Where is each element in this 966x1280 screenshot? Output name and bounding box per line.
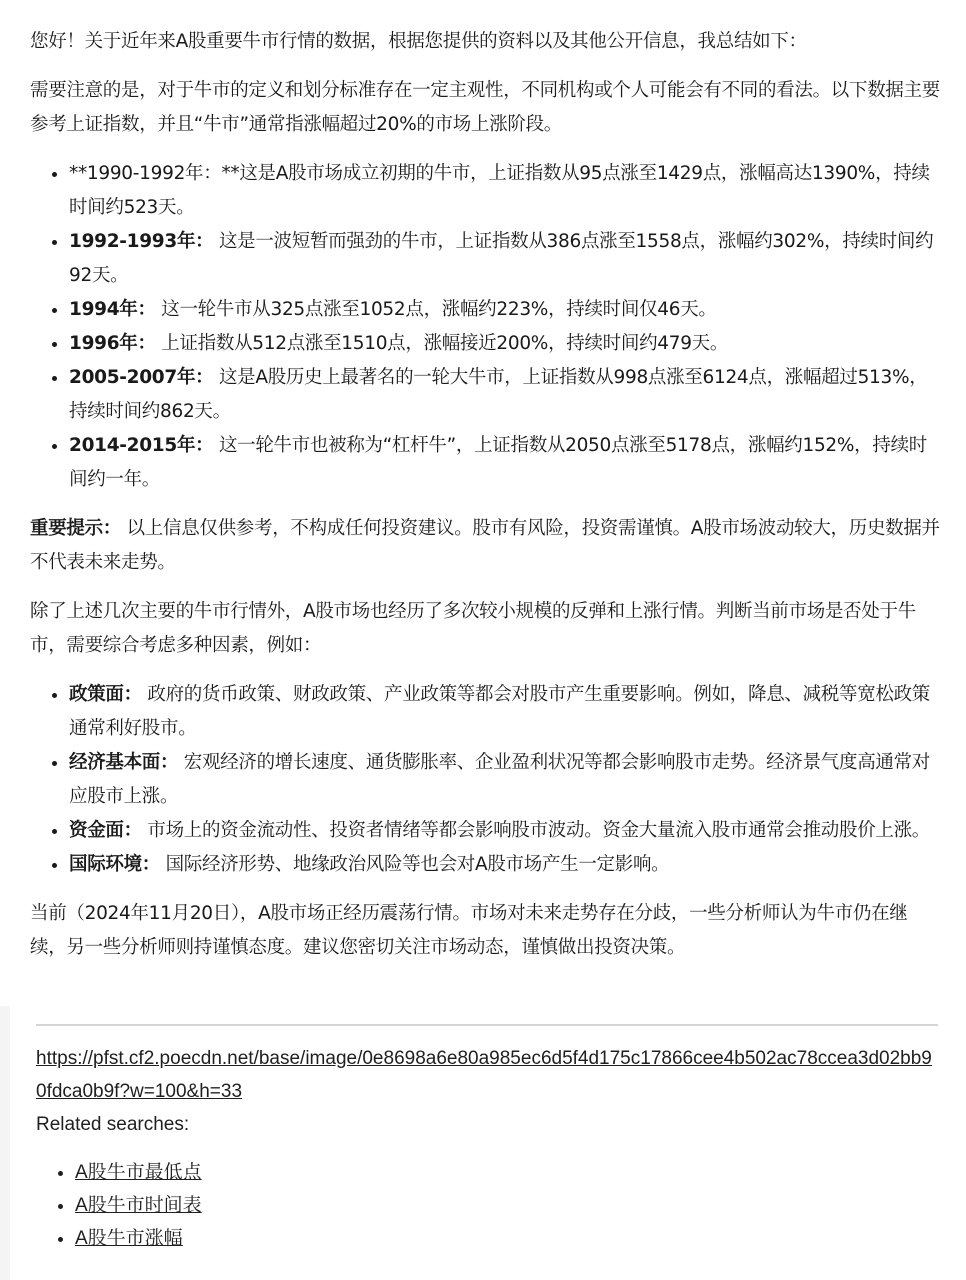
list-item bbox=[75, 1222, 936, 1255]
warning-text: 以上信息仅供参考，不构成任何投资建议。股市有风险，投资需谨慎。A股市场波动较大，历史数据并不代表未来走势。 bbox=[30, 518, 940, 573]
list-item-text: 这一轮牛市也被称为“杠杆牛”，上证指数从2050点涨至5178点，涨幅约152%，持续时间约一年。 bbox=[69, 435, 927, 490]
list-item-label: 2005-2007年： bbox=[69, 367, 214, 388]
list-item bbox=[69, 157, 940, 225]
bull-market-list bbox=[30, 157, 940, 497]
list-item-label: 政策面： bbox=[69, 684, 142, 705]
list-item bbox=[69, 327, 940, 361]
list-item-text: 这是A股历史上最著名的一轮大牛市，上证指数从998点涨至6124点，涨幅超过513%，持续时间约862天。 bbox=[69, 367, 928, 422]
related-search-link[interactable]: A股牛市时间表 bbox=[75, 1195, 202, 1216]
list-item-label: 经济基本面： bbox=[69, 752, 179, 773]
list-item-text: 上证指数从512点涨至1510点，涨幅接近200%，持续时间约479天。 bbox=[155, 333, 729, 354]
factors-list bbox=[30, 678, 940, 882]
note-paragraph: 需要注意的是，对于牛市的定义和划分标准存在一定主观性，不同机构或个人可能会有不同的看法。以下数据主要参考上证指数，并且“牛市”通常指涨幅超过20%的市场上涨阶段。 bbox=[30, 80, 941, 135]
list-item-text: 这是一波短暂而强劲的牛市，上证指数从386点涨至1558点，涨幅约302%，持续时间约92天。 bbox=[69, 231, 934, 286]
list-item bbox=[75, 1156, 936, 1189]
list-item-label: 1996年： bbox=[69, 333, 156, 354]
list-item-text: 市场上的资金流动性、投资者情绪等都会影响股市波动。资金大量流入股市通常会推动股价上涨。 bbox=[141, 820, 930, 841]
conclusion-paragraph: 当前（2024年11月20日），A股市场正经历震荡行情。市场对未来走势存在分歧，一些分析师认为牛市仍在继续，另一些分析师则持谨慎态度。建议您密切关注市场动态，谨慎做出投资决策。 bbox=[30, 903, 908, 958]
image-source-link[interactable]: https://pfst.cf2.poecdn.net/base/image/0e8698a6e80a985ec6d5f4d175c17866cee4b502ac78ccea3d02bb90fdca0b9f?w=100&h=33 bbox=[36, 1048, 932, 1102]
related-searches-label: Related searches: bbox=[36, 1114, 190, 1135]
divider bbox=[36, 1024, 938, 1026]
list-item bbox=[69, 746, 940, 814]
list-item-text: 宏观经济的增长速度、通货膨胀率、企业盈利状况等都会影响股市走势。经济景气度高通常对应股市上涨。 bbox=[69, 752, 930, 807]
footer-content bbox=[36, 1042, 936, 1255]
list-item bbox=[69, 225, 940, 293]
related-searches-list bbox=[36, 1156, 936, 1255]
related-search-link[interactable]: A股牛市最低点 bbox=[75, 1162, 202, 1183]
list-item bbox=[69, 814, 940, 848]
message-footer bbox=[0, 1006, 966, 1280]
list-item bbox=[69, 429, 940, 497]
list-item-label: 2014-2015年： bbox=[69, 435, 214, 456]
list-item-text: 这一轮牛市从325点涨至1052点，涨幅约223%，持续时间仅46天。 bbox=[155, 299, 717, 320]
list-item-label: 资金面： bbox=[69, 820, 142, 841]
related-search-link[interactable]: A股牛市涨幅 bbox=[75, 1228, 183, 1249]
list-item bbox=[69, 293, 940, 327]
intro-paragraph: 您好！关于近年来A股重要牛市行情的数据，根据您提供的资料以及其他公开信息，我总结如下： bbox=[30, 31, 807, 52]
list-item-text: **1990-1992年：**这是A股市场成立初期的牛市，上证指数从95点涨至1429点，涨幅高达1390%，持续时间约523天。 bbox=[69, 163, 930, 218]
list-item-label: 国际环境： bbox=[69, 854, 161, 875]
list-item-label: 1992-1993年： bbox=[69, 231, 214, 252]
footer-shade bbox=[0, 1006, 10, 1280]
list-item bbox=[69, 678, 940, 746]
list-item bbox=[69, 361, 940, 429]
list-item bbox=[75, 1189, 936, 1222]
warning-paragraph bbox=[30, 512, 940, 580]
list-item bbox=[69, 848, 940, 882]
factors-intro-paragraph: 除了上述几次主要的牛市行情外，A股市场也经历了多次较小规模的反弹和上涨行情。判断当前市场是否处于牛市，需要综合考虑多种因素，例如： bbox=[30, 601, 916, 656]
list-item-label: 1994年： bbox=[69, 299, 156, 320]
list-item-text: 国际经济形势、地缘政治风险等也会对A股市场产生一定影响。 bbox=[160, 854, 670, 875]
warning-label: 重要提示： bbox=[30, 518, 122, 539]
list-item-text: 政府的货币政策、财政政策、产业政策等都会对股市产生重要影响。例如，降息、减税等宽松政策通常利好股市。 bbox=[69, 684, 930, 739]
